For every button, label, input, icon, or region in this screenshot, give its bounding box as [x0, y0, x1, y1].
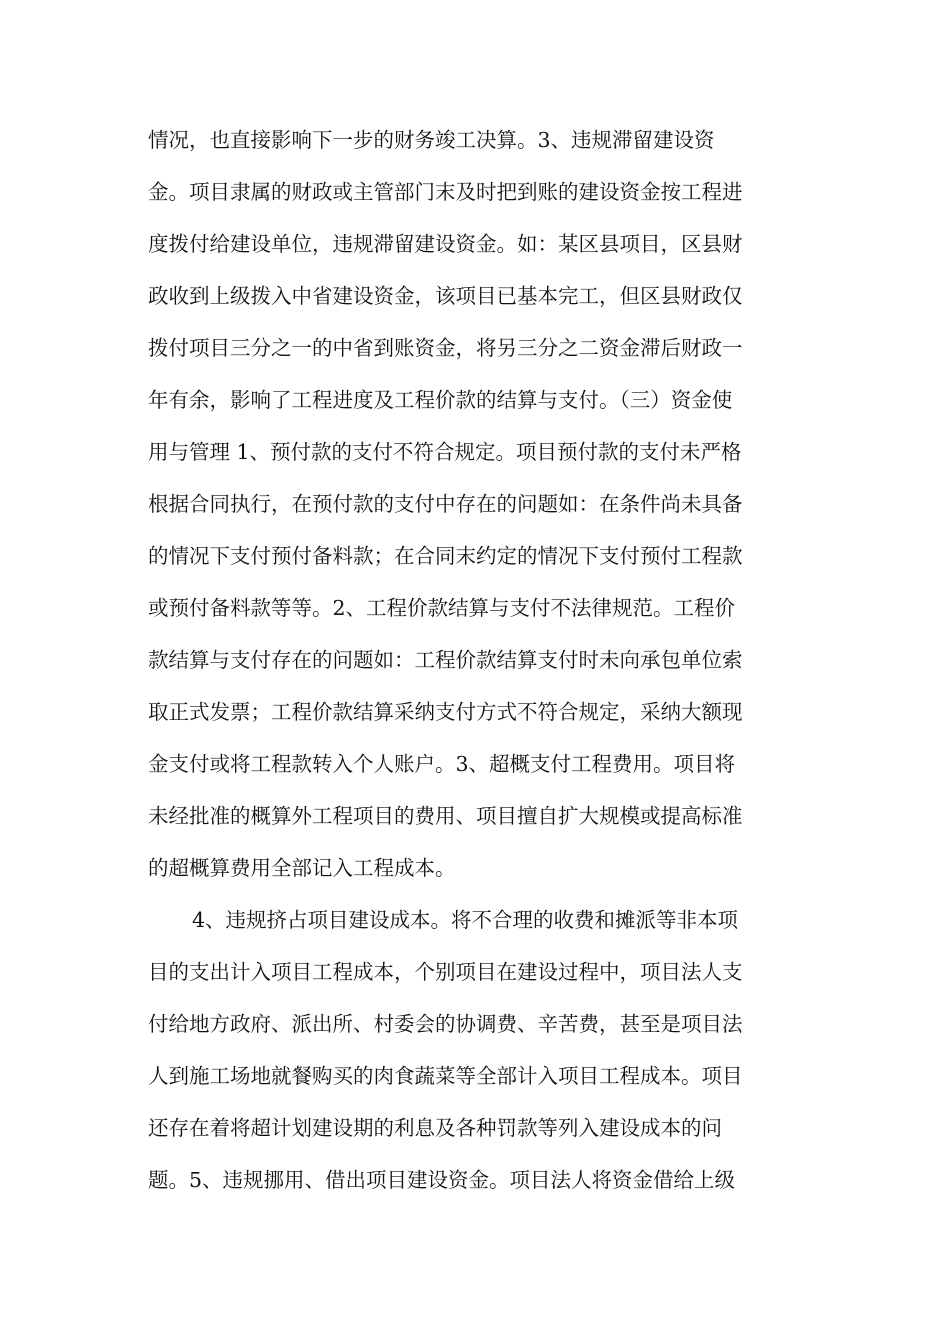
text-line: 拨付项目三分之一的中省到账资金，将另三分之二资金滞后财政一: [148, 336, 743, 360]
text-line: 款结算与支付存在的问题如：工程价款结算支付时未向承包单位索: [148, 648, 743, 672]
text-line: 用与管理 1、预付款的支付不符合规定。项目预付款的支付未严格: [148, 440, 742, 464]
text-line: 金。项目隶属的财政或主管部门末及时把到账的建设资金按工程进: [148, 180, 743, 204]
text-line: 题。5、违规挪用、借出项目建设资金。项目法人将资金借给上级: [148, 1168, 736, 1192]
text-line: 或预付备料款等等。2、工程价款结算与支付不法律规范。工程价: [148, 596, 736, 620]
text-line: 取正式发票；工程价款结算采纳支付方式不符合规定，采纳大额现: [148, 700, 743, 724]
text-line: 度拨付给建设单位，违规滞留建设资金。如：某区县项目，区县财: [148, 232, 743, 256]
text-line: 的情况下支付预付备料款；在合同末约定的情况下支付预付工程款: [148, 544, 743, 568]
text-line: 的超概算费用全部记入工程成本。: [148, 856, 456, 880]
text-line: 目的支出计入项目工程成本，个别项目在建设过程中，项目法人支: [148, 960, 743, 984]
text-line: 付给地方政府、派出所、村委会的协调费、辛苦费，甚至是项目法: [148, 1012, 743, 1036]
text-line: 年有余，影响了工程进度及工程价款的结算与支付。（三）资金使: [148, 388, 733, 412]
text-line: 4、违规挤占项目建设成本。将不合理的收费和摊派等非本项: [192, 908, 739, 932]
text-line: 人到施工场地就餐购买的肉食蔬菜等全部计入项目工程成本。项目: [148, 1064, 743, 1088]
text-line: 根据合同执行，在预付款的支付中存在的问题如：在条件尚未具备: [148, 492, 743, 516]
text-line: 还存在着将超计划建设期的利息及各种罚款等列入建设成本的问: [148, 1116, 722, 1140]
text-line: 未经批准的概算外工程项目的费用、项目擅自扩大规模或提高标准: [148, 804, 743, 828]
text-line: 金支付或将工程款转入个人账户。3、超概支付工程费用。项目将: [148, 752, 736, 776]
text-line: 情况，也直接影响下一步的财务竣工决算。3、违规滞留建设资: [148, 128, 715, 152]
text-line: 政收到上级拨入中省建设资金，该项目已基本完工，但区县财政仅: [148, 284, 743, 308]
